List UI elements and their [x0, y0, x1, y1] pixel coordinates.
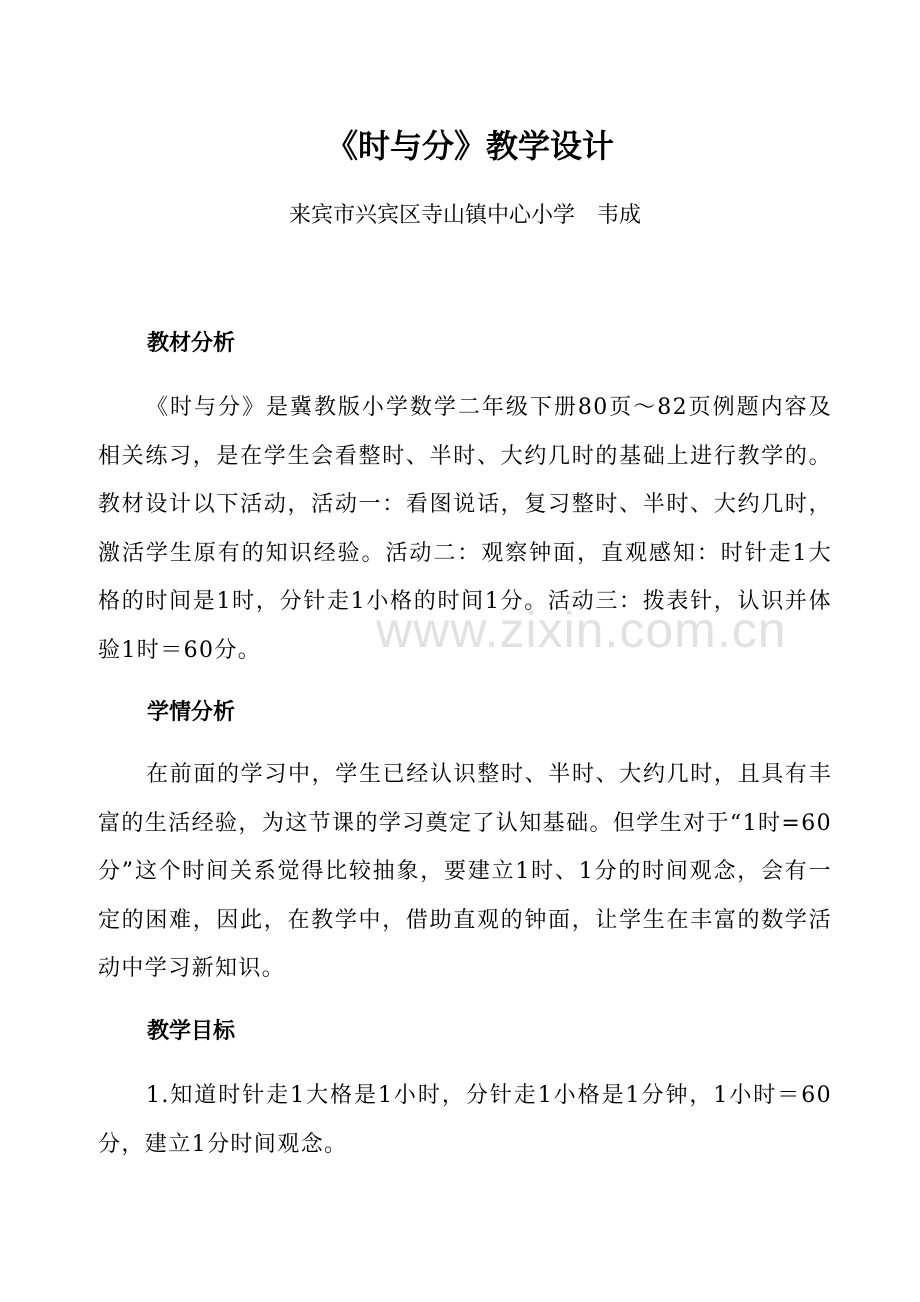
section-paragraph-student-situation: 在前面的学习中，学生已经认识整时、半时、大约几时，且具有丰富的生活经验，为这节课的学习奠定了认知基础。但学生对于“1时=60分”这个时间关系觉得比较抽象，要建立1时、1分的时间观念，会有一定的困难，因此，在教学中，借助直观的钟面，让学生在丰富的数学活动中学习新知识。: [98, 762, 832, 982]
watermark: www.zixin.com.cn: [376, 602, 787, 658]
section-heading-student-situation: 学情分析: [147, 700, 236, 725]
section-heading-materials: 教材分析: [147, 331, 236, 356]
document-title: 《时与分》教学设计: [325, 127, 614, 165]
section-paragraph-materials: 《时与分》是冀教版小学数学二年级下册80页～82页例题内容及相关练习，是在学生会看整时、半时、大约几时的基础上进行教学的。教材设计以下活动，活动一：看图说话，复习整时、半时、大约几时，激活学生原有的知识经验。活动二：观察钟面，直观感知：时针走1大格的时间是1时，分针走1小格的时间1分。活动三：拨表针，认识并体验1时＝60分。: [98, 395, 832, 663]
section-paragraph-goals: 1.知道时针走1大格是1小时，分针走1小格是1分钟，1小时＝60分，建立1分时间观念。: [98, 1083, 832, 1157]
section-heading-goals: 教学目标: [147, 1019, 236, 1044]
author-line: 来宾市兴宾区寺山镇中心小学 韦成: [288, 203, 641, 228]
